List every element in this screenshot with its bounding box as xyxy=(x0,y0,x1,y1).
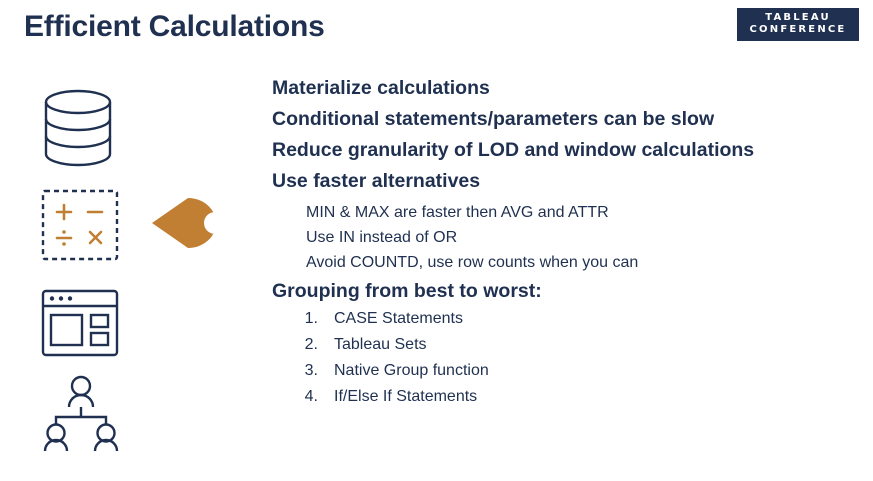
sub-bullet-min-max: MIN & MAX are faster then AVG and ATTR xyxy=(306,204,609,221)
people-icon xyxy=(40,375,122,456)
body-content xyxy=(272,76,862,410)
bullet-conditional: Conditional statements/parameters can be slow xyxy=(272,108,715,130)
list-item xyxy=(300,358,862,384)
logo-line-2: CONFERENCE xyxy=(749,24,847,35)
list-item-number: 3. xyxy=(304,362,318,379)
database-icon xyxy=(40,88,116,173)
list-item-label: If/Else If Statements xyxy=(334,388,478,405)
list-item xyxy=(300,306,862,332)
list-item-label: CASE Statements xyxy=(334,310,463,327)
list-item-label: Native Group function xyxy=(334,362,489,379)
dashboard-icon xyxy=(40,288,120,363)
logo-line-1: TABLEAU xyxy=(765,12,831,23)
tableau-conference-logo xyxy=(737,8,859,41)
page-title: Efficient Calculations xyxy=(24,10,325,43)
list-item-label: Tableau Sets xyxy=(334,336,427,353)
grouping-list xyxy=(300,306,862,410)
list-item xyxy=(300,384,862,410)
grouping-heading: Grouping from best to worst: xyxy=(272,280,542,302)
icon-column xyxy=(34,80,224,460)
calculation-icon xyxy=(40,188,120,267)
pointer-highlight-icon xyxy=(152,192,248,259)
sub-bullet-use-in: Use IN instead of OR xyxy=(306,229,458,246)
list-item-number: 2. xyxy=(304,336,318,353)
sub-bullet-avoid-countd: Avoid COUNTD, use row counts when you can xyxy=(306,254,639,271)
list-item-number: 1. xyxy=(304,310,318,327)
bullet-materialize: Materialize calculations xyxy=(272,77,490,99)
bullet-reduce-granularity: Reduce granularity of LOD and window calculations xyxy=(272,139,755,161)
list-item xyxy=(300,332,862,358)
list-item-number: 4. xyxy=(304,388,318,405)
bullet-faster-alternatives: Use faster alternatives xyxy=(272,170,481,192)
